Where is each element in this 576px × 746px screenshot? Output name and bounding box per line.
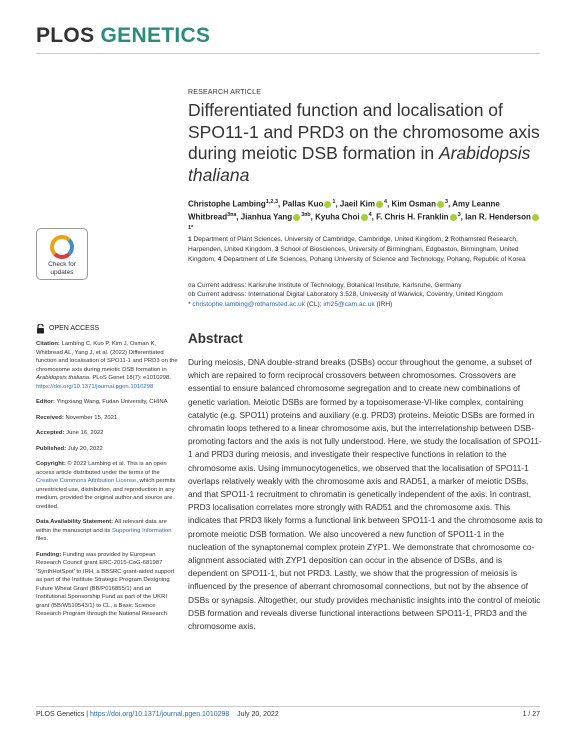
corresponding-marker: *: [188, 300, 193, 308]
author-name[interactable]: Christophe Lambing: [188, 199, 266, 209]
check-for-updates-badge[interactable]: [36, 228, 88, 280]
copyright-text-2: , which permits unrestricted use, distribution, and reproduction in any medium, provided the original author and source are credited.: [36, 478, 176, 510]
email-tag-irh: (IRH): [374, 300, 393, 308]
accepted-block: [36, 429, 179, 438]
footer-doi-link[interactable]: https://doi.org/10.1371/journal.pgen.1010298: [89, 711, 230, 718]
article-title: [188, 100, 548, 186]
supporting-information-link[interactable]: Supporting Information: [111, 527, 172, 534]
article-title-main: Differentiated function and localisation of SPO11-1 and PRD3 on the chromosome axis during meiotic DSB formation in: [188, 100, 540, 163]
received-date: November 15, 2021: [63, 414, 118, 421]
accepted-label: Accepted:: [36, 430, 65, 436]
author-name[interactable]: F. Chris H. Franklin: [376, 212, 449, 222]
author-name[interactable]: Jianhua Yang: [240, 212, 293, 222]
author-name[interactable]: Pallas Kuo: [282, 199, 324, 209]
accepted-date: June 16, 2022: [64, 430, 104, 436]
email-tag-cl: (CL);: [305, 300, 324, 308]
author-list: Christophe Lambing$^{1,2,3}$, Pallas Kuo $^1$, Jaeil Kim $^4$, Kim Osman $^3$, Amy Leanne Whitbread$^{3¤a}$, Jianhua Yang $^{3¤b}$, Kyuha Choi $^4$, F. Chris H. Franklin $^3$, Ian R. Henderson$^{1*}$: [188, 197, 543, 236]
orcid-icon[interactable]: [437, 201, 444, 208]
editor-block: [36, 398, 179, 407]
author-affil-sup: 1,2,3: [265, 199, 279, 205]
author-name[interactable]: Ian R. Henderson: [465, 212, 531, 222]
orcid-icon[interactable]: [450, 214, 457, 221]
orcid-icon[interactable]: [361, 214, 368, 221]
header-divider: [36, 53, 540, 54]
author-affil-sup: 3: [457, 212, 461, 219]
citation-block: [36, 340, 179, 391]
affiliation-number: 4: [217, 255, 222, 263]
funding-block: [36, 551, 179, 619]
orcid-icon[interactable]: [532, 214, 539, 221]
footer-divider: [36, 706, 540, 707]
article-type: RESEARCH ARTICLE: [188, 89, 262, 96]
author-name[interactable]: Kim Osman: [391, 199, 437, 209]
author-affil-sup: 3: [445, 199, 449, 205]
citation-italic: Arabidopsis thaliana: [36, 375, 90, 381]
editor-label: Editor:: [36, 399, 55, 405]
published-block: [36, 445, 179, 454]
affiliation-text: Department of Plant Sciences, University of Cambridge, Cambridge, United Kingdom,: [191, 236, 445, 243]
email-link-irh[interactable]: irh25@cam.ac.uk: [323, 300, 375, 308]
open-access-text: OPEN ACCESS: [49, 324, 100, 332]
badge-line-2: updates: [50, 269, 74, 276]
current-addresses: [188, 281, 548, 309]
data-availability-text-2: files.: [36, 536, 49, 542]
funding-text: Funding was provided by European Research Council grant ERC-2015-CoG-681987 ‘SynthHotSpot’ to IRH, a BBSRC grant-aided support as part of the Institute Strategic Program Designing Future Wheat Grant (BB/P016855/1) and an Institutional Sponsorship Fund as part of the UKRI grant (BB/W510543/1) to CL, a Basic Science Research Program through the National Research: [36, 551, 175, 617]
article-title-italic: Arabidopsis thaliana: [188, 143, 531, 185]
affiliation-text: Rothamsted Research, Harpenden, United Kingdom,: [188, 236, 518, 253]
citation-text: Lambing C, Kuo P, Kim J, Osman K, Whitbread AL, Yang J, et al. (2022) Differentiated function and localisation of SPO11-1 and PRD3 on the chromosome axis during meiotic DSB formation in: [36, 341, 178, 373]
email-link-cl[interactable]: christophe.lambing@rothamsted.ac.uk: [192, 300, 306, 308]
footer-date: July 20, 2022: [237, 711, 279, 718]
article-sidebar: [36, 324, 179, 626]
page-number: 1 / 27: [522, 711, 540, 718]
data-availability-block: [36, 518, 179, 544]
citation-doi-link[interactable]: https://doi.org/10.1371/journal.pgen.1010298: [36, 383, 154, 390]
journal-logo: [36, 24, 210, 48]
affiliation-text: Department of Life Sciences, Pohang University of Science and Technology, Pohang, Republic of Korea: [221, 255, 526, 263]
current-address-b: ¤b Current address: International Digital Laboratory 3.528, University of Warwick, Coventry, United Kingdom: [188, 291, 503, 299]
check-for-updates-icon: [50, 235, 74, 259]
published-date: July 20, 2022: [66, 445, 103, 452]
copyright-label: Copyright:: [36, 461, 66, 467]
current-address-a: ¤a Current address: Karlsruhe Institute of Technology, Botanical Institute, Karlsruhe, Germany: [188, 282, 462, 289]
author-affil-sup: 1*: [188, 225, 194, 232]
author-affil-sup: 3¤a: [227, 212, 237, 219]
editor-text: Yingxiang Wang, Fudan University, CHINA: [54, 399, 168, 405]
copyright-block: [36, 460, 179, 511]
author-name[interactable]: Amy Leanne Whitbread: [188, 199, 500, 222]
author-affil-sup: 4: [368, 212, 372, 219]
published-label: Published:: [36, 445, 67, 452]
journal-logo-genetics: GENETICS: [100, 24, 211, 47]
citation-label: Citation:: [36, 341, 60, 347]
abstract-heading: Abstract: [188, 331, 243, 346]
journal-logo-plos: PLOS: [36, 24, 95, 47]
affiliation-text: School of Biosciences, University of Birmingham, Edgbaston, Birmingham, United Kingdom,: [188, 245, 519, 263]
data-availability-text: All relevant data are within the manuscript and its: [36, 519, 167, 534]
author-affil-sup: 4: [384, 199, 388, 205]
badge-line-1: Check for: [48, 261, 76, 268]
citation-text-2: . PLoS Genet 18(7): e1010298.: [89, 375, 171, 381]
affiliation-number: 3: [274, 245, 279, 253]
author-name[interactable]: Jaeil Kim: [339, 199, 376, 209]
badge-text: [37, 261, 87, 277]
affiliation-number: 1: [188, 236, 192, 243]
affiliations: [188, 235, 543, 264]
funding-label: Funding:: [36, 551, 62, 558]
license-link[interactable]: Creative Commons Attribution License: [36, 478, 137, 484]
corresponding-authors: [188, 300, 548, 309]
abstract-body: During meiosis, DNA double-strand breaks (DSBs) occur throughout the genome, a subset of which are repaired to form reciprocal crossovers between chromosomes. Crossovers are essential to ensure balanced chromosome segregation and to create new combinations of genetic variation. Meiotic DSBs are formed by a topoisomerase-VI-like complex, containing catalytic (e.g. SPO11) proteins and auxiliary (e.g. PRD3) proteins. Meiotic DSBs are formed in chromatin loops tethered to a linear chromosome axis, but the interrelationship between DSB-promoting factors and the axis is not fully understood. Here, we study the localisation of SPO11-1 and PRD3 during meiosis, and investigate their respective functions in relation to the chromosome axis. Using immunocytogenetics, we observed that the localisation of SPO11-1 overlaps relatively weakly with the chromosome axis and RAD51, a marker of meiotic DSBs, and that SPO11-1 recruitment to chromatin is genetically independent of the axis. In contrast, PRD3 localisation correlates more strongly with RAD51 and the chromosome axis. This indicates that PRD3 likely forms a functional link between SPO11-1 and the chromosome axis to promote meiotic DSB formation. We also uncovered a new function of SPO11-1 in the nucleation of the synaptonemal complex protein ZYP1. We demonstrate that chromosome co-alignment associated with ZYP1 deposition can occur in the absence of DSBs, and is dependent on SPO11-1, but not PRD3. Lastly, we show that the progression of meiosis is influenced by the presence of aberrant chromosomal connections, but not by the absence of DSBs or synapsis. Altogether, our study provides mechanistic insights into the control of meiotic DSB formation and reveals diverse functional interactions between SPO11-1, PRD3 and the chromosome axis.: [188, 357, 543, 632]
affiliation-number: 2: [444, 236, 449, 243]
author-affil-sup: 3¤b: [301, 212, 311, 219]
copyright-text: © 2022 Lambing et al. This is an open access article distributed under the terms of the: [36, 461, 167, 476]
orcid-icon[interactable]: [293, 214, 300, 221]
received-block: [36, 414, 179, 423]
author-name[interactable]: Kyuha Choi: [315, 212, 360, 222]
orcid-icon[interactable]: [324, 201, 331, 208]
footer-journal: PLOS Genetics |: [36, 711, 90, 718]
open-lock-icon: [36, 324, 45, 334]
footer-citation: [36, 711, 279, 718]
data-availability-label: Data Availability Statement:: [36, 519, 114, 525]
author-affil-sup: 1: [332, 199, 336, 205]
orcid-icon[interactable]: [376, 201, 383, 208]
received-label: Received:: [36, 414, 64, 421]
open-access-label: [36, 324, 179, 334]
